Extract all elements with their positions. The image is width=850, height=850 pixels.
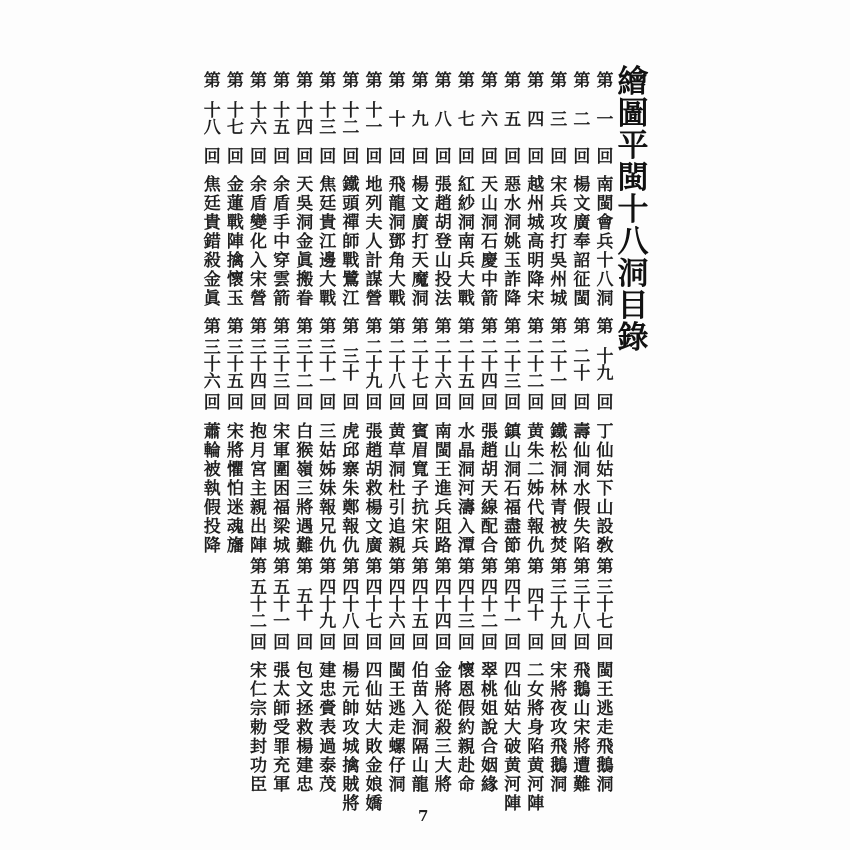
chapter-number: 二 十 一 bbox=[550, 338, 568, 392]
chapter-suffix: 回 bbox=[388, 633, 406, 653]
chapter-number: 四 bbox=[527, 110, 545, 130]
chapter-prefix: 第 bbox=[273, 71, 291, 91]
chapter-title: 飛 龍 洞 鄧 角 大 戰 bbox=[388, 175, 406, 309]
chapter-suffix: 回 bbox=[226, 147, 244, 167]
chapter-number: 二 十 八 bbox=[388, 338, 406, 392]
chapter-suffix: 回 bbox=[203, 393, 221, 413]
chapter-number: 三 十 五 bbox=[226, 338, 244, 392]
chapter-title: 地 列 夫 人 計 謀 營 bbox=[365, 175, 383, 309]
chapter-number: 五 十 一 bbox=[273, 578, 291, 632]
chapter-suffix: 回 bbox=[504, 393, 522, 413]
chapter-prefix: 第 bbox=[273, 317, 291, 337]
chapter-suffix: 回 bbox=[596, 147, 614, 167]
chapter-suffix: 回 bbox=[342, 147, 360, 167]
chapter-title: 南 閩 會 兵 十 八 洞 bbox=[596, 175, 614, 309]
chapter-suffix: 回 bbox=[596, 393, 614, 413]
chapter-suffix: 回 bbox=[250, 633, 267, 653]
chapter-prefix: 第 bbox=[527, 557, 545, 577]
chapter-prefix: 第 bbox=[296, 71, 314, 91]
chapter-title: 抱 月 宮 主 親 出 陣 bbox=[250, 422, 267, 556]
chapter-number: 三 十 二 bbox=[296, 338, 314, 392]
chapter-suffix: 回 bbox=[573, 633, 591, 653]
chapter-title: 宋 仁 宗 勅 封 功 臣 bbox=[250, 661, 267, 795]
chapter-prefix: 第 bbox=[481, 317, 498, 337]
chapter-suffix: 回 bbox=[481, 147, 498, 167]
chapter-suffix: 回 bbox=[273, 633, 291, 653]
chapter-title: 金 蓮 戰 陣 擒 懷 玉 bbox=[226, 175, 244, 309]
chapter-title: 白 猴 嶺 三 將 遇 難 bbox=[296, 422, 314, 556]
title-char: 洞 bbox=[617, 256, 649, 292]
chapter-number: 四 十 三 bbox=[457, 578, 475, 632]
chapter-title: 天 吳 洞 金 眞 搬 眷 bbox=[296, 175, 314, 309]
chapter-title: 余 盾 變 化 入 宋 營 bbox=[250, 175, 267, 309]
chapter-prefix: 第 bbox=[365, 317, 383, 337]
chapter-number: 十 三 bbox=[319, 101, 337, 138]
chapter-prefix: 第 bbox=[250, 317, 267, 337]
chapter-number: 十 二 bbox=[342, 101, 360, 138]
chapter-prefix: 第 bbox=[365, 557, 383, 577]
chapter-suffix: 回 bbox=[457, 147, 475, 167]
chapter-title: 飛 鵝 山 宋 將 遭 難 bbox=[573, 661, 591, 795]
chapter-suffix: 回 bbox=[411, 393, 429, 413]
chapter-number: 三 十 九 bbox=[550, 578, 568, 632]
chapter-number: 十 九 bbox=[596, 347, 614, 384]
chapter-title: 懷 恩 假 約 親 赴 命 bbox=[457, 661, 475, 795]
chapter-suffix: 回 bbox=[388, 147, 406, 167]
chapter-prefix: 第 bbox=[573, 71, 591, 91]
chapter-number: 三 十 四 bbox=[250, 338, 267, 392]
chapter-title: 二 女 將 身 陷 黄 河 陣 bbox=[527, 661, 545, 814]
chapter-title: 張 太 師 受 罪 充 軍 bbox=[273, 661, 291, 795]
chapter-title: 越 州 城 高 明 降 宋 bbox=[527, 175, 545, 309]
chapter-prefix: 第 bbox=[434, 317, 452, 337]
chapter-number: 五 十 二 bbox=[250, 578, 267, 632]
title-char: 平 bbox=[617, 128, 649, 164]
chapter-number: 四 十 四 bbox=[434, 578, 452, 632]
chapter-suffix: 回 bbox=[388, 393, 406, 413]
chapter-number: 十 五 bbox=[273, 101, 291, 138]
chapter-suffix: 回 bbox=[365, 393, 383, 413]
chapter-number: 四 十 七 bbox=[365, 578, 383, 632]
chapter-prefix: 第 bbox=[550, 317, 568, 337]
chapter-suffix: 回 bbox=[550, 393, 568, 413]
chapter-prefix: 第 bbox=[319, 317, 337, 337]
chapter-number: 二 十 bbox=[573, 347, 591, 384]
chapter-number: 十 一 bbox=[365, 101, 383, 138]
chapter-suffix: 回 bbox=[365, 147, 383, 167]
chapter-number: 十 bbox=[388, 110, 406, 130]
chapter-suffix: 回 bbox=[550, 147, 568, 167]
chapter-number: 四 十 五 bbox=[411, 578, 429, 632]
chapter-number: 四 十 二 bbox=[481, 578, 498, 632]
chapter-number: 二 十 二 bbox=[527, 338, 545, 392]
chapter-title: 虎 邱 寨 朱 鄭 報 仇 bbox=[342, 422, 360, 556]
chapter-suffix: 回 bbox=[457, 633, 475, 653]
chapter-number: 十 四 bbox=[296, 101, 314, 138]
chapter-suffix: 回 bbox=[481, 633, 498, 653]
chapter-prefix: 第 bbox=[342, 317, 360, 337]
chapter-title: 天 山 洞 石 慶 中 箭 bbox=[481, 175, 498, 309]
chapter-suffix: 回 bbox=[434, 393, 452, 413]
chapter-suffix: 回 bbox=[319, 393, 337, 413]
chapter-number: 三 十 六 bbox=[203, 338, 221, 392]
chapter-prefix: 第 bbox=[296, 317, 314, 337]
chapter-number: 八 bbox=[434, 110, 452, 130]
chapter-prefix: 第 bbox=[319, 71, 337, 91]
chapter-title: 張 趙 胡 救 楊 文 廣 bbox=[365, 422, 383, 556]
chapter-suffix: 回 bbox=[504, 147, 522, 167]
chapter-suffix: 回 bbox=[550, 633, 568, 653]
chapter-prefix: 第 bbox=[550, 71, 568, 91]
chapter-title: 焦 廷 貴 江 邊 大 戰 bbox=[319, 175, 337, 309]
chapter-number: 三 bbox=[550, 110, 568, 130]
chapter-title: 焦 廷 貴 錯 殺 金 眞 bbox=[203, 175, 221, 309]
chapter-title: 壽 仙 洞 水 假 失 陷 bbox=[573, 422, 591, 556]
chapter-prefix: 第 bbox=[573, 317, 591, 337]
chapter-prefix: 第 bbox=[434, 71, 452, 91]
chapter-prefix: 第 bbox=[273, 557, 291, 577]
chapter-number: 七 bbox=[457, 110, 475, 130]
chapter-number: 四 十 九 bbox=[319, 578, 337, 632]
chapter-prefix: 第 bbox=[527, 317, 545, 337]
chapter-prefix: 第 bbox=[434, 557, 452, 577]
chapter-number: 四 十 bbox=[527, 587, 545, 624]
chapter-suffix: 回 bbox=[365, 633, 383, 653]
chapter-prefix: 第 bbox=[504, 71, 522, 91]
chapter-title: 包 文 拯 救 楊 建 忠 bbox=[296, 661, 314, 795]
title-char: 圖 bbox=[617, 96, 649, 132]
chapter-suffix: 回 bbox=[527, 147, 545, 167]
chapter-number: 四 十 一 bbox=[504, 578, 522, 632]
chapter-number: 三 十 bbox=[342, 347, 360, 384]
chapter-number: 二 十 九 bbox=[365, 338, 383, 392]
chapter-title: 閩 王 逃 走 飛 鵝 洞 bbox=[596, 661, 614, 795]
chapter-number: 十 七 bbox=[226, 101, 244, 138]
title-char: 目 bbox=[617, 288, 649, 324]
chapter-title: 丁 仙 姑 下 山 設 敎 bbox=[596, 422, 614, 556]
chapter-number: 十 八 bbox=[203, 101, 221, 138]
chapter-prefix: 第 bbox=[411, 317, 429, 337]
chapter-title: 閩 王 逃 走 螺 仔 洞 bbox=[388, 661, 406, 795]
chapter-suffix: 回 bbox=[527, 393, 545, 413]
chapter-title: 宋 將 懼 怕 迷 魂 旛 bbox=[226, 422, 244, 556]
title-char: 繪 bbox=[617, 64, 649, 100]
title-char: 十 bbox=[617, 192, 649, 228]
chapter-prefix: 第 bbox=[481, 557, 498, 577]
chapter-prefix: 第 bbox=[411, 557, 429, 577]
chapter-suffix: 回 bbox=[296, 147, 314, 167]
chapter-title: 張 趙 胡 登 山 投 法 bbox=[434, 175, 452, 309]
chapter-suffix: 回 bbox=[226, 393, 244, 413]
chapter-title: 建 忠 賫 表 過 泰 茂 bbox=[319, 661, 337, 795]
chapter-prefix: 第 bbox=[250, 71, 267, 91]
chapter-title: 四 仙 姑 大 破 黄 河 陣 bbox=[504, 661, 522, 814]
chapter-title: 蕭 輪 被 執 假 投 降 bbox=[203, 422, 221, 556]
chapter-title: 三 姑 姊 妹 報 兄 仇 bbox=[319, 422, 337, 556]
chapter-number: 六 bbox=[481, 110, 498, 130]
chapter-suffix: 回 bbox=[573, 393, 591, 413]
chapter-prefix: 第 bbox=[504, 557, 522, 577]
chapter-prefix: 第 bbox=[226, 317, 244, 337]
chapter-title: 鐵 頭 禪 師 戰 鷺 江 bbox=[342, 175, 360, 309]
chapter-prefix: 第 bbox=[504, 317, 522, 337]
chapter-title: 楊 文 廣 奉 詔 征 閩 bbox=[573, 175, 591, 309]
chapter-prefix: 第 bbox=[388, 317, 406, 337]
chapter-suffix: 回 bbox=[457, 393, 475, 413]
chapter-number: 四 十 八 bbox=[342, 578, 360, 632]
chapter-title: 余 盾 手 中 穿 雲 箭 bbox=[273, 175, 291, 309]
chapter-title: 翠 桃 姐 說 合 姻 緣 bbox=[481, 661, 498, 795]
chapter-number: 十 六 bbox=[250, 101, 267, 138]
chapter-suffix: 回 bbox=[434, 147, 452, 167]
chapter-number: 五 十 bbox=[296, 587, 314, 624]
chapter-number: 二 bbox=[573, 110, 591, 130]
chapter-prefix: 第 bbox=[457, 317, 475, 337]
chapter-title: 金 將 從 殺 三 大 將 bbox=[434, 661, 452, 795]
chapter-number: 三 十 一 bbox=[319, 338, 337, 392]
chapter-number: 四 十 六 bbox=[388, 578, 406, 632]
chapter-prefix: 第 bbox=[250, 557, 267, 577]
chapter-prefix: 第 bbox=[226, 71, 244, 91]
chapter-title: 黄 朱 二 姊 代 報 仇 bbox=[527, 422, 545, 556]
chapter-prefix: 第 bbox=[527, 71, 545, 91]
chapter-prefix: 第 bbox=[319, 557, 337, 577]
chapter-number: 二 十 三 bbox=[504, 338, 522, 392]
chapter-title: 水 晶 洞 河 濤 入 潭 bbox=[457, 422, 475, 556]
title-char: 閩 bbox=[617, 160, 649, 196]
chapter-prefix: 第 bbox=[342, 557, 360, 577]
chapter-number: 二 十 七 bbox=[411, 338, 429, 392]
chapter-suffix: 回 bbox=[296, 393, 314, 413]
chapter-prefix: 第 bbox=[550, 557, 568, 577]
chapter-prefix: 第 bbox=[481, 71, 498, 91]
chapter-suffix: 回 bbox=[342, 633, 360, 653]
title-char: 八 bbox=[617, 224, 649, 260]
chapter-suffix: 回 bbox=[573, 147, 591, 167]
chapter-prefix: 第 bbox=[203, 317, 221, 337]
chapter-suffix: 回 bbox=[481, 393, 498, 413]
chapter-suffix: 回 bbox=[273, 393, 291, 413]
chapter-prefix: 第 bbox=[596, 71, 614, 91]
chapter-suffix: 回 bbox=[319, 147, 337, 167]
chapter-title: 宋 兵 攻 打 吳 州 城 bbox=[550, 175, 568, 309]
chapter-number: 三 十 八 bbox=[573, 578, 591, 632]
chapter-title: 紅 紗 洞 南 兵 大 戰 bbox=[457, 175, 475, 309]
chapter-number: 九 bbox=[411, 110, 429, 130]
chapter-suffix: 回 bbox=[411, 147, 429, 167]
chapter-title: 鐵 松 洞 林 青 被 焚 bbox=[550, 422, 568, 556]
chapter-prefix: 第 bbox=[388, 557, 406, 577]
chapter-number: 二 十 四 bbox=[481, 338, 498, 392]
chapter-title: 惡 水 洞 姚 玉 詐 降 bbox=[504, 175, 522, 309]
title-char: 錄 bbox=[617, 320, 649, 356]
chapter-suffix: 回 bbox=[527, 633, 545, 653]
chapter-title: 宋 軍 圍 困 福 梁 城 bbox=[273, 422, 291, 556]
chapter-number: 五 bbox=[504, 110, 522, 130]
chapter-prefix: 第 bbox=[296, 557, 314, 577]
toc-title bbox=[616, 66, 650, 354]
chapter-title: 宋 將 夜 攻 飛 鵝 洞 bbox=[550, 661, 568, 795]
chapter-prefix: 第 bbox=[342, 71, 360, 91]
chapter-prefix: 第 bbox=[411, 71, 429, 91]
chapter-title: 張 趙 胡 天 線 配 合 bbox=[481, 422, 498, 556]
chapter-title: 四 仙 姑 大 敗 金 娘 嬌 bbox=[365, 661, 383, 814]
chapter-suffix: 回 bbox=[319, 633, 337, 653]
chapter-number: 一 bbox=[596, 110, 614, 130]
chapter-suffix: 回 bbox=[250, 393, 267, 413]
chapter-title: 賓 眉 寬 子 抗 宋 兵 bbox=[411, 422, 429, 556]
chapter-prefix: 第 bbox=[596, 317, 614, 337]
chapter-suffix: 回 bbox=[434, 633, 452, 653]
chapter-prefix: 第 bbox=[457, 71, 475, 91]
chapter-prefix: 第 bbox=[573, 557, 591, 577]
chapter-title: 黄 草 洞 杜 引 追 親 bbox=[388, 422, 406, 556]
chapter-title: 鎮 山 洞 石 福 盡 節 bbox=[504, 422, 522, 556]
chapter-prefix: 第 bbox=[203, 71, 221, 91]
chapter-suffix: 回 bbox=[596, 633, 614, 653]
chapter-title: 伯 苗 入 洞 隔 山 龍 bbox=[411, 661, 429, 795]
page-number: 7 bbox=[418, 807, 429, 825]
chapter-suffix: 回 bbox=[342, 393, 360, 413]
chapter-suffix: 回 bbox=[504, 633, 522, 653]
chapter-suffix: 回 bbox=[411, 633, 429, 653]
chapter-suffix: 回 bbox=[203, 147, 221, 167]
chapter-suffix: 回 bbox=[296, 633, 314, 653]
chapter-suffix: 回 bbox=[273, 147, 291, 167]
chapter-number: 二 十 六 bbox=[434, 338, 452, 392]
chapter-prefix: 第 bbox=[457, 557, 475, 577]
chapter-title: 南 閩 王 進 兵 阻 路 bbox=[434, 422, 452, 556]
chapter-prefix: 第 bbox=[365, 71, 383, 91]
chapter-suffix: 回 bbox=[250, 147, 267, 167]
chapter-prefix: 第 bbox=[388, 71, 406, 91]
chapter-number: 三 十 七 bbox=[596, 578, 614, 632]
chapter-prefix: 第 bbox=[596, 557, 614, 577]
chapter-number: 三 十 三 bbox=[273, 338, 291, 392]
chapter-number: 二 十 五 bbox=[457, 338, 475, 392]
chapter-title: 楊 元 帥 攻 城 擒 賊 將 bbox=[342, 661, 360, 814]
chapter-title: 楊 文 廣 打 天 魔 洞 bbox=[411, 175, 429, 309]
